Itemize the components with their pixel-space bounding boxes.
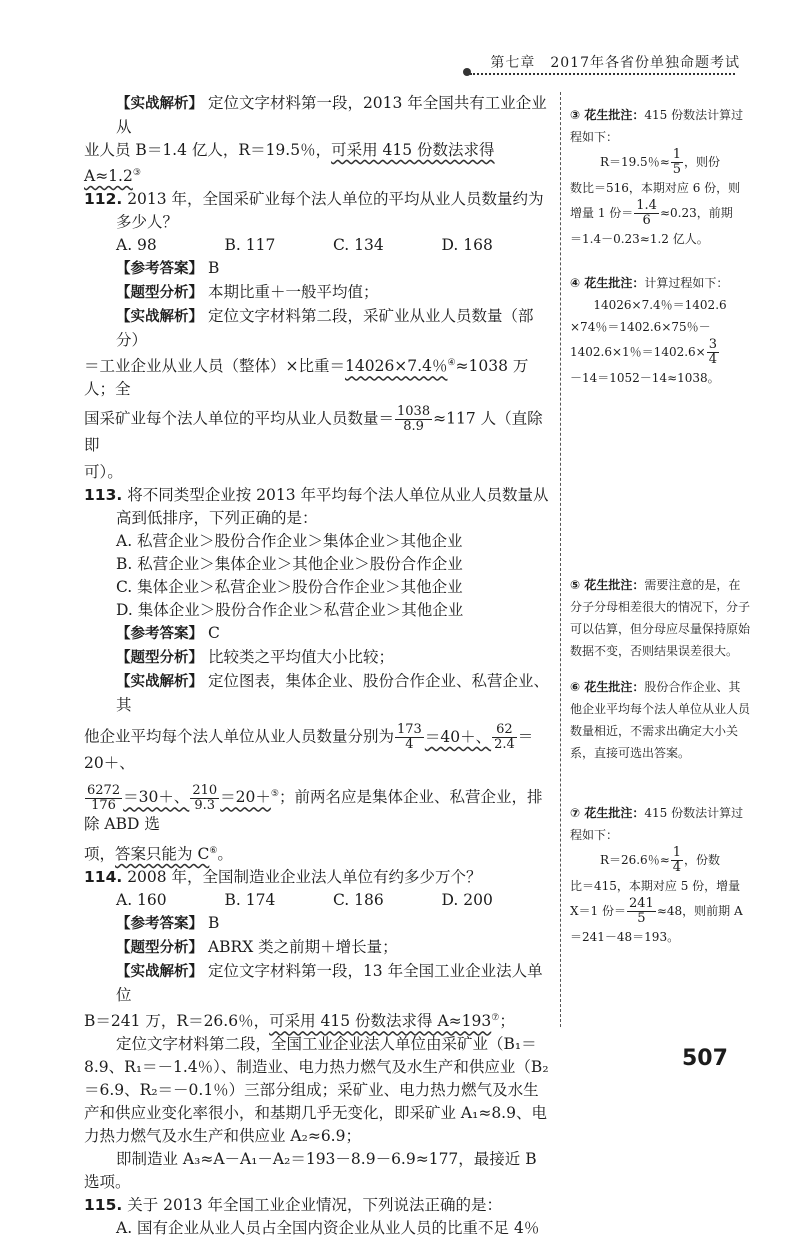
option-a: A. 98 <box>116 236 157 255</box>
q114-analysis-l2: B＝241 万，R＝26.6％，可采用 415 份数法求得 A≈193⑦； <box>84 1012 515 1031</box>
q113-type: 【题型分析】 比较类之平均值大小比较； <box>116 648 394 667</box>
fraction: $\frac{3}{4}$ <box>708 337 718 367</box>
option-c: C. 集体企业＞私营企业＞股份合作企业＞其他企业 <box>116 578 463 597</box>
fraction: $\frac{1}{4}$ <box>672 845 682 875</box>
q113-analysis-l2: 他企业平均每个法人单位从业人员数量分别为 $\frac{173}{4}$ ＝40＋、 $\frac{62}{2.4}$ ＝20＋、 <box>84 722 534 773</box>
main-column <box>84 92 550 1240</box>
q112-analysis: 【实战解析】 定位文字材料第二段，采矿业从业人员数量（部分） <box>116 307 534 350</box>
q112-analysis-l3: 国采矿业每个法人单位的平均从业人员数量＝ $\frac{1038}{8.9}$ ≈117 人（直除即 <box>84 404 543 455</box>
option-b: B. 117 <box>224 236 276 255</box>
fraction: $\frac{210}{9.3}$ <box>192 782 218 813</box>
option-b: B. 174 <box>224 891 276 910</box>
question-113: 113. 将不同类型企业按 2013 年平均每个法人单位从业人员数量从高到低排序，下列正确的是： <box>84 486 549 528</box>
option-a: A. 国有企业从业人员占全国内资企业从业人员的比重不足 4％ <box>116 1219 540 1238</box>
page-number: 507 <box>682 1046 728 1071</box>
side-note-3: ③ 花生批注：415 份数法计算过程如下： R＝19.5％≈ $\frac{1}{5}$ ，则份 数比＝516，本期对应 6 份，则 增量 1 份＝ $\frac{1.4}{6}$ ≈0.23，前期 ＝1.4－0.23≈1.2 亿人。 <box>570 108 744 246</box>
header-rule <box>470 73 735 75</box>
q112-answer: 【参考答案】 B <box>116 259 220 278</box>
q112-options <box>84 234 550 257</box>
fraction: $\frac{1}{5}$ <box>672 147 682 177</box>
option-d: D. 168 <box>441 236 493 255</box>
side-note-4: ④ 花生批注：计算过程如下： 14026×7.4％＝1402.6 ×74％＝1402.6×75％－ 1402.6×1％＝1402.6× $\frac{3}{4}$ －14＝1052－14≈1038。 <box>570 276 729 385</box>
q113-analysis-l3: $\frac{6272}{176}$ ＝30＋、 $\frac{210}{9.3}$ ＝20＋⑤；前两名应是集体企业、私营企业，排除 ABD 选 <box>84 782 543 833</box>
fraction: $\frac{241}{5}$ <box>629 896 654 926</box>
question-112: 112. 2013 年，全国采矿业每个法人单位的平均从业人员数量约为多少人？ <box>84 190 544 232</box>
q114-analysis: 【实战解析】 定位文字材料第一段，13 年全国工业企业法人单位 <box>116 962 543 1005</box>
fraction: $\frac{62}{2.4}$ <box>494 722 515 753</box>
fraction: $\frac{173}{4}$ <box>397 722 422 753</box>
q111-analysis-cont: 业人员 B＝1.4 亿人，R＝19.5％，可采用 415 份数法求得 A≈1.2③ <box>84 141 495 186</box>
fraction: $\frac{6272}{176}$ <box>87 782 121 813</box>
option-d: D. 集体企业＞股份合作企业＞私营企业＞其他企业 <box>116 601 464 620</box>
q113-analysis-l4: 项，答案只能为 C⑥。 <box>84 845 233 864</box>
question-115: 115. 关于 2013 年全国工业企业情况，下列说法正确的是： <box>84 1196 502 1215</box>
q114-paragraph-1: 定位文字材料第二段，全国工业企业法人单位由采矿业（B₁＝8.9、R₁＝－1.4％）、制造业、电力热力燃气及水生产和供应业（B₂＝6.9、R₂＝－0.1％）三部分组成；采矿业、电力热力燃气及水生产和供应业变化率很小，和基期几乎无变化，即采矿业 A₁≈8.9、电力热力燃气及水生产和供应业 A₂≈6.9； <box>84 1035 549 1146</box>
q114-paragraph-2: 即制造业 A₃≈A－A₁－A₂＝193－8.9－6.9≈177，最接近 B 选项。 <box>84 1150 537 1192</box>
side-note-6: ⑥ 花生批注：股份合作企业、其他企业平均每个法人单位从业人员数量相近，不需求出确定大小关系，直接可选出答案。 <box>570 680 751 760</box>
side-note-5: ⑤ 花生批注：需要注意的是，在分子分母相差很大的情况下，分子可以估算，但分母应尽量保持原始数据不变，否则结果误差很大。 <box>570 578 751 658</box>
option-c: C. 134 <box>333 236 384 255</box>
option-d: D. 200 <box>441 891 493 910</box>
q114-answer: 【参考答案】 B <box>116 914 220 933</box>
q112-analysis-l2: ＝工业企业从业人员（整体）×比重＝14026×7.4％④≈1038 万人；全 <box>84 357 529 399</box>
q112-type: 【题型分析】 本期比重＋一般平均值； <box>116 283 379 302</box>
q112-analysis-l4: 可）。 <box>84 463 123 482</box>
option-a: A. 私营企业＞股份合作企业＞集体企业＞其他企业 <box>116 532 463 551</box>
chapter-header: 第七章 2017年各省份单独命题考试 <box>490 55 740 71</box>
column-divider <box>560 92 561 1027</box>
q114-type: 【题型分析】 ABRX 类之前期＋增长量； <box>116 938 398 957</box>
option-c: C. 186 <box>333 891 384 910</box>
q113-answer: 【参考答案】 C <box>116 624 220 643</box>
fraction: $\frac{1.4}{6}$ <box>636 198 657 228</box>
option-b: B. 私营企业＞集体企业＞其他企业＞股份合作企业 <box>116 555 463 574</box>
fraction: $\frac{1038}{8.9}$ <box>397 404 431 435</box>
side-note-7: ⑦ 花生批注：415 份数法计算过程如下： R＝26.6％≈ $\frac{1}{4}$ ，份数 比＝415，本期对应 5 份，增量 X＝1 份＝ $\frac{241}{5}$ ≈48，则前期 A ＝241－48＝193。 <box>570 806 744 944</box>
q113-analysis: 【实战解析】 定位图表，集体企业、股份合作企业、私营企业、其 <box>116 672 549 715</box>
q111-analysis: 【实战解析】 定位文字材料第一段，2013 年全国共有工业企业从 <box>116 94 547 136</box>
question-114: 114. 2008 年，全国制造业企业法人单位有约多少万个？ <box>84 868 482 887</box>
q114-options <box>84 889 550 912</box>
option-a: A. 160 <box>116 891 167 910</box>
